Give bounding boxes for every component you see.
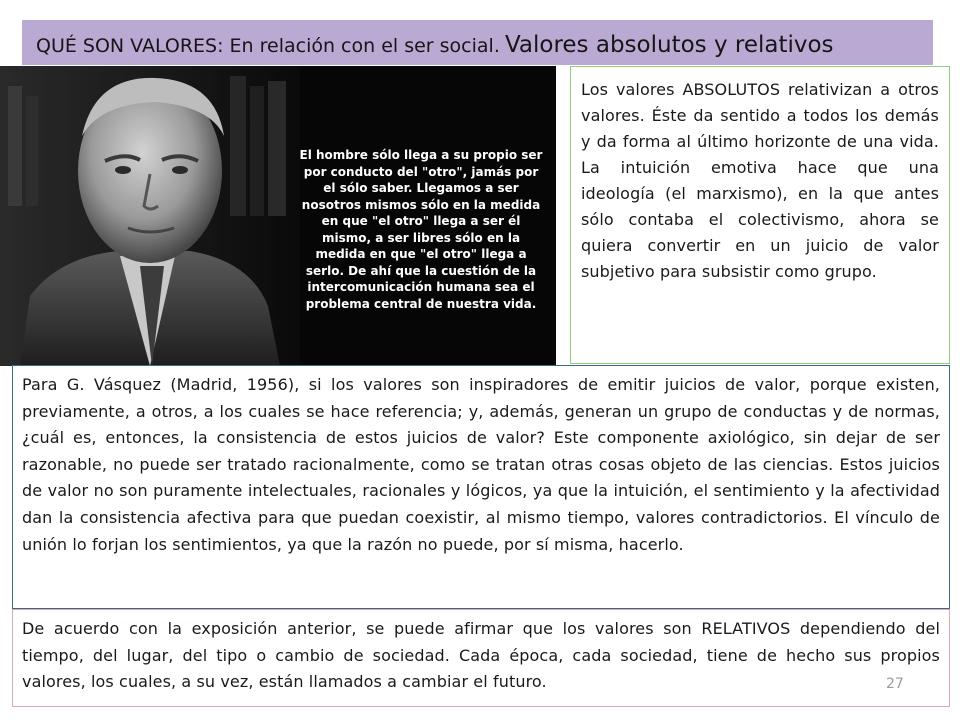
absolutos-text-box — [570, 66, 950, 364]
vasquez-paragraph: Para G. Vásquez (Madrid, 1956), si los valores son inspiradores de emitir juicios de valor, porque existen, previamente, a otros, a los cuales se hace referencia; y, además, generan un grupo de conductas y de normas, ¿cuál es, entonces, la consistencia de estos juicios de valor? Este componente axiológico, sin dejar de ser razonable, no puede ser tratado racionalmente, como se tratan otras cosas objeto de las ciencias. Estos juicios de valor no son puramente intelectuales, racionales y lógicos, ya que la intuición, el sentimiento y la afectividad dan la consistencia afectiva para que puedan coexistir, al mismo tiempo, valores contradictorios. El vínculo de unión lo forjan los sentimientos, ya que la razón no puede, por sí misma, hacerlo. — [22, 375, 940, 554]
slide-title — [36, 32, 834, 58]
vasquez-text-box — [12, 365, 950, 609]
absolutos-paragraph: Los valores ABSOLUTOS relativizan a otros valores. Éste da sentido a todos los demás y da forma al último horizonte de una vida. La intuición emotiva hace que una ideología (el marxismo), en la que antes sólo contaba el colectivismo, ahora se quiera convertir en un juicio de valor subjetivo para subsistir como grupo. — [581, 80, 939, 281]
karl-jaspers-quote-image — [0, 66, 556, 366]
slide-title-part2: Valores absolutos y relativos — [504, 32, 834, 58]
relativos-text-box — [12, 609, 950, 707]
relativos-paragraph: De acuerdo con la exposición anterior, se puede afirmar que los valores son RELATIVOS dependiendo del tiempo, del lugar, del tipo o cambio de sociedad. Cada época, cada sociedad, tiene de hecho sus propios valores, los cuales, a su vez, están llamados a cambiar el futuro. — [22, 619, 940, 691]
slide-number: 27 — [886, 676, 904, 692]
slide-title-part1: QUÉ SON VALORES: En relación con el ser social. — [36, 35, 500, 57]
quote-text: El hombre sólo llega a su propio ser por conducto del "otro", jamás por el sólo saber. Llegamos a ser nosotros mismos sólo en la medida en que "el otro" llega a ser él mismo, a ser libres sólo en la medida en que "el otro" llega a serlo. De ahí que la cuestión de la intercomunicación humana sea el problema central de nuestra vida. — [299, 148, 543, 311]
